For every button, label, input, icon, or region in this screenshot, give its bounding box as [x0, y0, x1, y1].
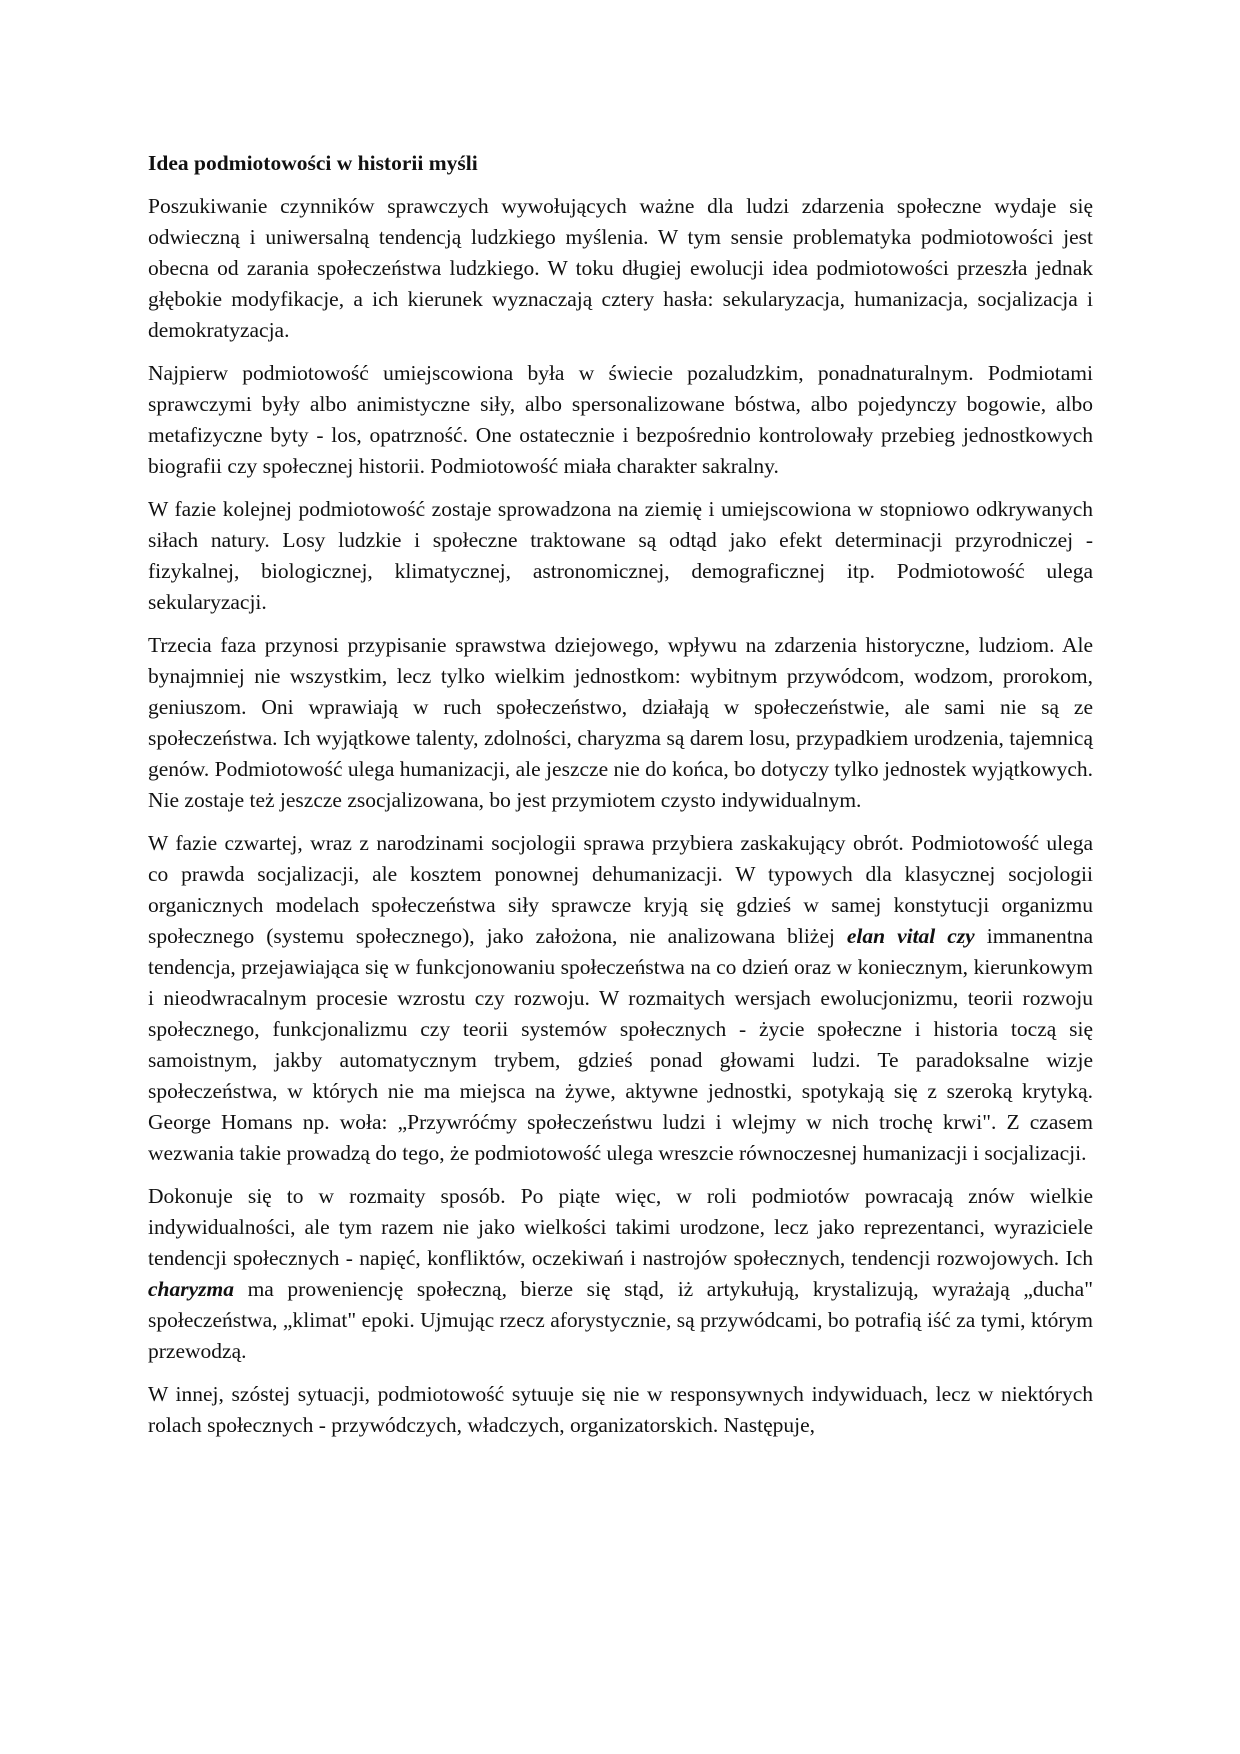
- paragraph-6-text-before: Dokonuje się to w rozmaity sposób. Po piąte więc, w roli podmiotów powracają znów wielkie indywidualności, ale tym razem nie jako wielkości takimi urodzone, lecz jako reprezentanci, wyraziciele tendencji społecznych - napięć, konfliktów, oczekiwań i nastrojów społecznych, tendencji rozwojowych. Ich: [148, 1184, 1093, 1270]
- document-title: Idea podmiotowości w historii myśli: [148, 151, 478, 175]
- paragraph-6: [148, 1181, 1093, 1367]
- paragraph-5-text-after: immanentna tendencja, przejawiająca się w funkcjonowaniu społeczeństwa na co dzień oraz w koniecznym, kierunkowym i nieodwracalnym procesie wzrostu czy rozwoju. W rozmaitych wersjach ewolucjonizmu, teorii rozwoju społecznego, funkcjonalizmu czy teorii systemów społecznych - życie społeczne i historia toczą się samoistnym, jakby automatycznym trybem, gdzieś ponad głowami ludzi. Te paradoksalne wizje społeczeństwa, w których nie ma miejsca na żywe, aktywne jednostki, spotykają się z szeroką krytyką. George Homans np. woła: „Przywróćmy społeczeństwu ludzi i wlejmy w nich trochę krwi". Z czasem wezwania takie prowadzą do tego, że podmiotowość ulega wreszcie równoczesnej humanizacji i socjalizacji.: [148, 924, 1093, 1165]
- paragraph-4: Trzecia faza przynosi przypisanie sprawstwa dziejowego, wpływu na zdarzenia historyczne, ludziom. Ale bynajmniej nie wszystkim, lecz tylko wielkim jednostkom: wybitnym przywódcom, wodzom, prorokom, geniuszom. Oni wprawiają w ruch społeczeństwo, działają w społeczeństwie, ale sami nie są ze społeczeństwa. Ich wyjątkowe talenty, zdolności, charyzma są darem losu, przypadkiem urodzenia, tajemnicą genów. Podmiotowość ulega humanizacji, ale jeszcze nie do końca, bo dotyczy tylko jednostek wyjątkowych. Nie zostaje też jeszcze zsocjalizowana, bo jest przymiotem czysto indywidualnym.: [148, 633, 1093, 812]
- document-page: [148, 148, 1093, 1453]
- paragraph-6-emphasis: charyzma: [148, 1277, 234, 1301]
- paragraph-6-text-after: ma proweniencję społeczną, bierze się stąd, iż artykułują, krystalizują, wyrażają „ducha" społeczeństwa, „klimat" epoki. Ujmując rzecz aforystycznie, są przywódcami, bo potrafią iść za tymi, którym przewodzą.: [148, 1277, 1093, 1363]
- paragraph-7: W innej, szóstej sytuacji, podmiotowość sytuuje się nie w responsywnych indywiduach, lecz w niektórych rolach społecznych - przywódczych, władczych, organizatorskich. Następuje,: [148, 1382, 1093, 1437]
- paragraph-2: Najpierw podmiotowość umiejscowiona była w świecie pozaludzkim, ponadnaturalnym. Podmiotami sprawczymi były albo animistyczne siły, albo spersonalizowane bóstwa, albo pojedynczy bogowie, albo metafizyczne byty - los, opatrzność. One ostatecznie i bezpośrednio kontrolowały przebieg jednostkowych biografii czy społecznej historii. Podmiotowość miała charakter sakralny.: [148, 361, 1093, 478]
- paragraph-5-text-before: W fazie czwartej, wraz z narodzinami socjologii sprawa przybiera zaskakujący obrót. Podmiotowość ulega co prawda socjalizacji, ale kosztem ponownej dehumanizacji. W typowych dla klasycznej socjologii organicznych modelach społeczeństwa siły sprawcze kryją się gdzieś w samej konstytucji organizmu społecznego (systemu społecznego), jako założona, nie analizowana bliżej: [148, 831, 1093, 948]
- paragraph-5: [148, 828, 1093, 1169]
- paragraph-1: Poszukiwanie czynników sprawczych wywołujących ważne dla ludzi zdarzenia społeczne wydaje się odwieczną i uniwersalną tendencją ludzkiego myślenia. W tym sensie problematyka podmiotowości jest obecna od zarania społeczeństwa ludzkiego. W toku długiej ewolucji idea podmiotowości przeszła jednak głębokie modyfikacje, a ich kierunek wyznaczają cztery hasła: sekularyzacja, humanizacja, socjalizacja i demokratyzacja.: [148, 194, 1093, 342]
- paragraph-3: W fazie kolejnej podmiotowość zostaje sprowadzona na ziemię i umiejscowiona w stopniowo odkrywanych siłach natury. Losy ludzkie i społeczne traktowane są odtąd jako efekt determinacji przyrodniczej - fizykalnej, biologicznej, klimatycznej, astronomicznej, demograficznej itp. Podmiotowość ulega sekularyzacji.: [148, 497, 1093, 614]
- paragraph-5-emphasis: elan vital czy: [846, 924, 975, 948]
